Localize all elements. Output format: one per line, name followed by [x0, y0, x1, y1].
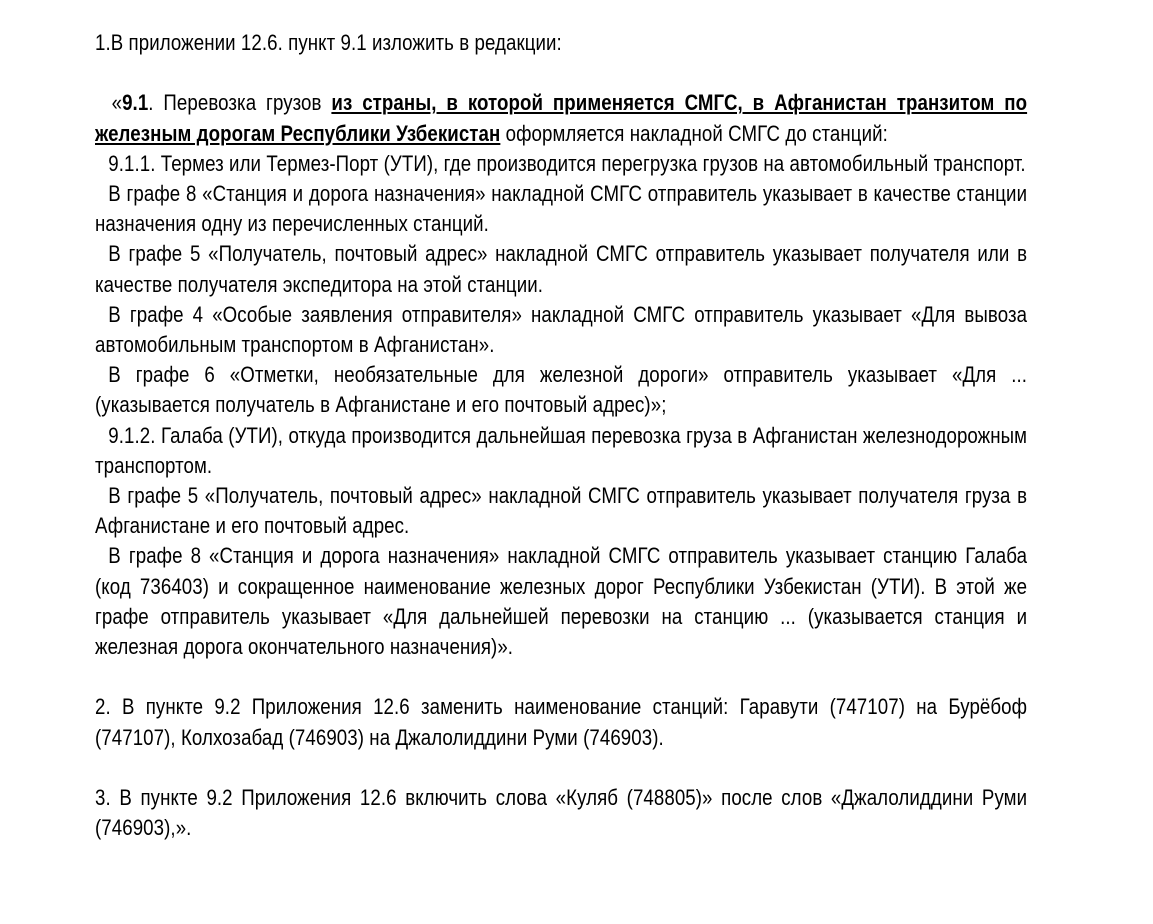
spacer — [95, 662, 1027, 692]
paragraph-9-1-1-field-5: В графе 5 «Получатель, почтовый адрес» накладной СМГС отправитель указывает получателя или в качестве получателя экспедитора на этой станции. — [95, 241, 1028, 297]
paragraph-9-1-1-field-8: В графе 8 «Станция и дорога назначения» накладной СМГС отправитель указывает в качестве станции назначения одну из перечисленных станций. — [95, 181, 1028, 237]
spacer — [95, 58, 1027, 88]
clause-text-post: оформляется накладной СМГС до станций: — [500, 120, 888, 146]
paragraph-9-1-2: 9.1.2. Галаба (УТИ), откуда производится дальнейшая перевозка груза в Афганистан железнодорожным транспортом. — [95, 422, 1028, 478]
document-body — [95, 28, 1027, 843]
item-1-heading: 1.В приложении 12.6. пункт 9.1 изложить в редакции: — [95, 30, 562, 55]
paragraph-9-1-1: 9.1.1. Термез или Термез-Порт (УТИ), где производится перегрузка грузов на автомобильный транспорт. — [108, 150, 1026, 176]
underlined-phrase: из страны, в которой применяется СМГС, в Афганистан транзитом по железным дорогам Республики Узбекистан — [95, 90, 1028, 146]
item-2: 2. В пункте 9.2 Приложения 12.6 заменить наименование станций: Гаравути (747107) на Бурёбоф (747107), Колхозабад (746903) на Джалолиддини Руми (746903). — [95, 694, 1028, 750]
clause-number: 9.1 — [122, 90, 149, 116]
paragraph-9-1-2-field-5: В графе 5 «Получатель, почтовый адрес» накладной СМГС отправитель указывает получателя груза в Афганистане и его почтовый адрес. — [95, 483, 1028, 539]
item-3: 3. В пункте 9.2 Приложения 12.6 включить слова «Куляб (748805)» после слов «Джалолиддини Руми (746903),». — [95, 785, 1028, 841]
paragraph-9-1 — [95, 88, 1027, 148]
quote-open: « — [111, 90, 123, 116]
paragraph-9-1-1-field-6: В графе 6 «Отметки, необязательные для железной дороги» отправитель указывает «Для ... (указывается получатель в Афганистане и его почтовый адрес)»; — [95, 362, 1028, 418]
spacer — [95, 753, 1027, 783]
clause-text-pre: . Перевозка грузов — [148, 90, 332, 116]
paragraph-9-1-2-field-8: В графе 8 «Станция и дорога назначения» накладной СМГС отправитель указывает станцию Галаба (код 736403) и сокращенное наименование железных дорог Республики Узбекистан (УТИ). В этой же графе отправитель указывает «Для дальнейшей перевозки на станцию ... (указывается станция и железная дорога окончательного назначения)». — [95, 543, 1028, 660]
paragraph-9-1-1-field-4: В графе 4 «Особые заявления отправителя» накладной СМГС отправитель указывает «Для вывоза автомобильным транспортом в Афганистан». — [95, 301, 1028, 358]
